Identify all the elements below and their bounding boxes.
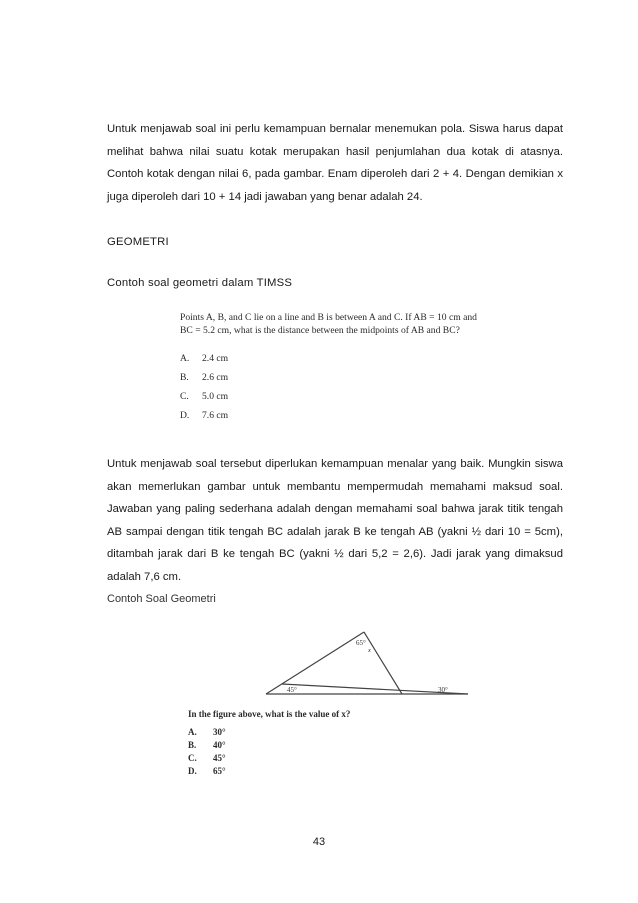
- option-text: 2.4 cm: [202, 353, 229, 364]
- stem-line: Points A, B, and C lie on a line and B is between A and C. If AB = 10 cm and: [180, 312, 477, 323]
- angle-label-right: 30°: [438, 686, 448, 694]
- triangle-figure: [262, 628, 472, 698]
- option-text: 65°: [213, 765, 226, 776]
- answer-option: [188, 751, 448, 764]
- figure-caption: Contoh Soal Geometri: [107, 593, 216, 605]
- page-number: 43: [312, 836, 326, 848]
- angle-label-top: 65°: [356, 639, 366, 647]
- option-text: 2.6 cm: [202, 372, 229, 383]
- option-text: 7.6 cm: [202, 410, 229, 421]
- answer-option: [188, 738, 448, 751]
- answer-option: [180, 406, 500, 425]
- answer-option: [188, 725, 448, 738]
- option-letter: C.: [188, 752, 197, 763]
- section-heading: GEOMETRI: [107, 236, 169, 248]
- option-text: 40°: [213, 739, 226, 750]
- option-letter: A.: [180, 353, 190, 364]
- angle-label-left: 45°: [287, 686, 297, 694]
- text-line: melihat bahwa nilai suatu kotak merupakan hasil penjumlahan dua kotak di atasnya.: [107, 145, 563, 158]
- stem-line: BC = 5.2 cm, what is the distance between the midpoints of AB and BC?: [180, 324, 460, 336]
- inner-side: [364, 632, 402, 694]
- option-letter: D.: [188, 765, 197, 776]
- timss-question-figure: [180, 312, 500, 425]
- option-text: 5.0 cm: [202, 391, 229, 402]
- answer-option: [188, 764, 448, 777]
- text-line: adalah 7,6 cm.: [107, 570, 182, 583]
- question-stem: [180, 312, 500, 337]
- paragraph-pattern-reasoning: [107, 118, 563, 208]
- answer-option: [180, 387, 500, 406]
- option-letter: B.: [188, 739, 197, 750]
- answer-option: [180, 349, 500, 368]
- text-line: juga diperoleh dari 10 + 14 jadi jawaban yang benar adalah 24.: [107, 190, 423, 203]
- left-side: [266, 632, 364, 694]
- text-line: Contoh kotak dengan nilai 6, pada gambar. Enam diperoleh dari 2 + 4. Dengan demikian x: [107, 168, 563, 180]
- text-line: ditambah jarak dari B ke tengah BC (yakni ½ dari 5,2 = 2,6). Jadi jarak yang dimaksud: [107, 548, 563, 560]
- text-line: Untuk menjawab soal tersebut diperlukan kemampuan menalar yang baik. Mungkin siswa: [107, 458, 563, 470]
- text-line: Untuk menjawab soal ini perlu kemampuan bernalar menemukan pola. Siswa harus dapat: [107, 123, 563, 135]
- option-text: 30°: [213, 726, 226, 737]
- subheading: Contoh soal geometri dalam TIMSS: [107, 277, 293, 289]
- geometry-question: [188, 709, 448, 777]
- option-text: 45°: [213, 752, 226, 763]
- option-letter: B.: [180, 372, 189, 383]
- option-letter: D.: [180, 410, 190, 421]
- answer-option: [180, 368, 500, 387]
- text-line: AB sampai dengan titik tengah BC adalah jarak B ke tengah AB (yakni ½ dari 10 = 5cm),: [107, 525, 563, 538]
- option-letter: C.: [180, 391, 189, 402]
- option-letter: A.: [188, 726, 197, 737]
- paragraph-solution: [107, 453, 563, 588]
- text-line: Jawaban yang paling sederhana adalah dengan memahami soal bahwa jarak titik tengah: [107, 503, 563, 515]
- angle-label-x: x: [368, 647, 371, 654]
- question-stem: In the figure above, what is the value of x?: [188, 709, 351, 719]
- text-line: akan memerlukan gambar untuk membantu mempermudah memahami maksud soal.: [107, 480, 563, 493]
